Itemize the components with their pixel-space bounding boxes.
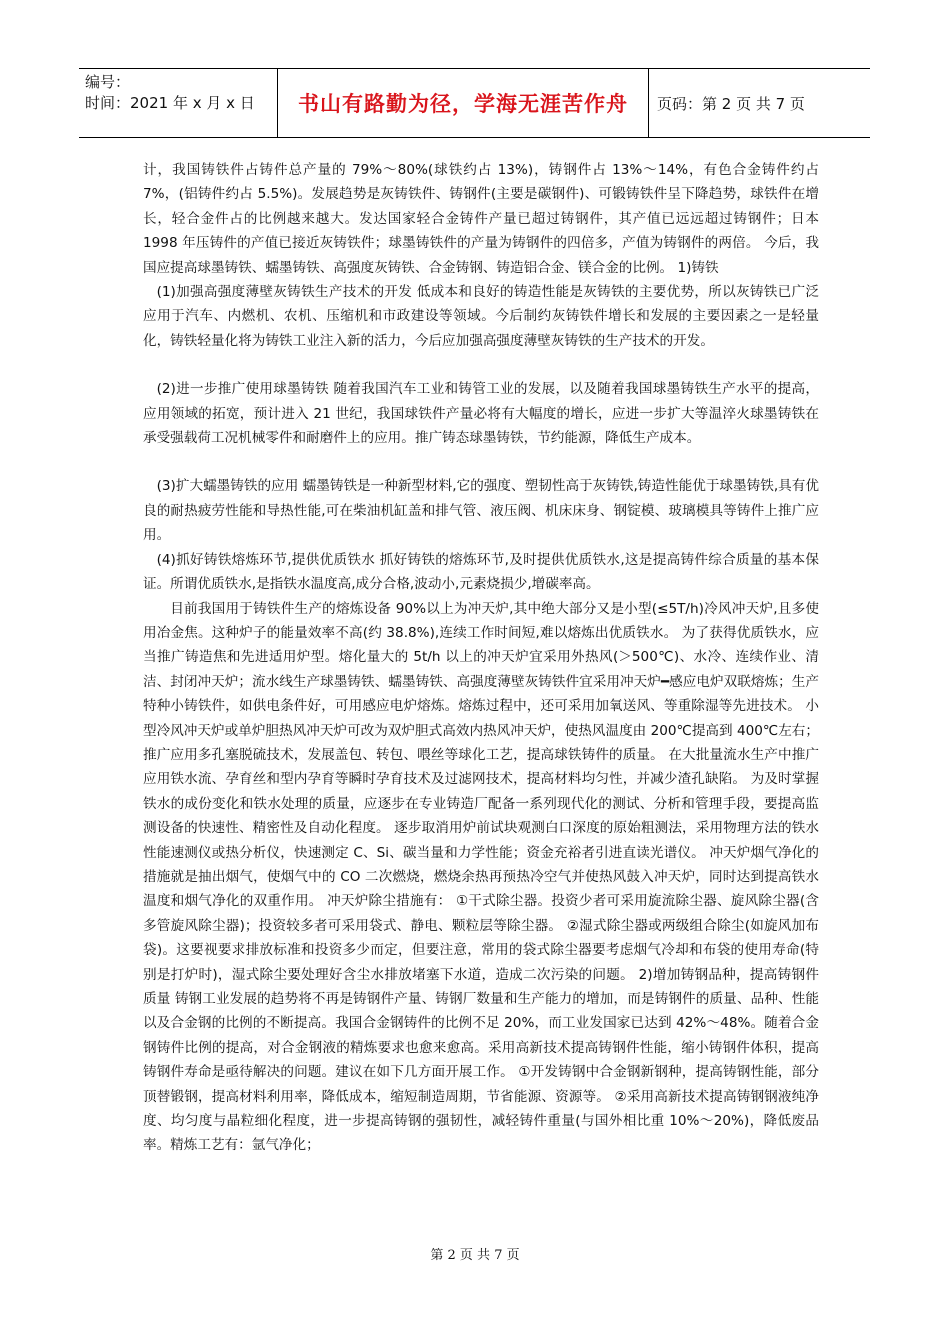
header-page-info: 页码：第 2 页 共 7 页 bbox=[657, 94, 805, 113]
page-footer: 第 2 页 共 7 页 bbox=[430, 1248, 520, 1263]
paragraph: (2)进一步推广使用球墨铸铁 随着我国汽车工业和铸管工业的发展，以及随着我国球墨铸铁生产水平的提高，应用领域的拓宽，预计进入 21 世纪，我国球铁件产量必将有大幅度的增长，应进一步扩大等温淬火球墨铸铁在承受强载荷工况机械零件和耐磨件上的应用。推广铸态球墨铸铁，节约能源，降低生产成本。 bbox=[143, 381, 819, 447]
document-body bbox=[143, 158, 819, 1158]
paragraph: 计，我国铸铁件占铸件总产量的 79%～80%(球铁约占 13%)，铸钢件占 13%～14%，有色合金铸件约占 7%，(铝铸件约占 5.5%)。发展趋势是灰铸铁件、铸钢件(主要是碳钢件)、可锻铸铁件呈下降趋势，球铁件在增长，轻合金件占的比例越来越大。发达国家轻合金铸件产量已超过铸钢件，其产值已远远超过铸钢件；日本 1998 年压铸件的产值已接近灰铸铁件；球墨铸铁件的产量为铸钢件的四倍多，产值为铸钢件的两倍。 今后，我国应提高球墨铸铁、蠕墨铸铁、高强度灰铸铁、合金铸钢、铸造铝合金、镁合金的比例。 1)铸铁 bbox=[143, 162, 819, 276]
document-number: 编号： bbox=[85, 73, 131, 91]
paragraph: (1)加强高强度薄壁灰铸铁生产技术的开发 低成本和良好的铸造性能是灰铸铁的主要优势，所以灰铸铁已广泛应用于汽车、内燃机、农机、压缩机和市政建设等领域。今后制约灰铸铁件增长和发展的主要因素之一是轻量化，铸铁轻量化将为铸铁工业注入新的活力，今后应加强高强度薄壁灰铸铁的生产技术的开发。 bbox=[143, 284, 819, 349]
paragraph: 目前我国用于铸铁件生产的熔炼设备 90%以上为冲天炉,其中绝大部分又是小型(≤5T/h)冷风冲天炉,且多使用冶金焦。这种炉子的能量效率不高(约 38.8%),连续工作时间短,难以熔炼出优质铁水。 为了获得优质铁水，应当推广铸造焦和先进适用炉型。熔化量大的 5t/h 以上的冲天炉宜采用外热风(＞500℃)、水冷、连续作业、清洁、封闭冲天炉；流水线生产球墨铸铁、蠕墨铸铁、高强度薄壁灰铸铁件宜采用冲天炉━感应电炉双联熔炼；生产特种小铸铁件，如供电条件好，可用感应电炉熔炼。熔炼过程中，还可采用加氧送风、等重除湿等先进技术。 小型冷风冲天炉或单炉胆热风冲天炉可改为双炉胆式高效内热风冲天炉，使热风温度由 200℃提高到 400℃左右；推广应用多孔塞脱硫技术，发展盖包、转包、喂丝等球化工艺，提高球铁铸件的质量。 在大批量流水生产中推广应用铁水流、孕育丝和型内孕育等瞬时孕育技术及过滤网技术，提高材料均匀性，并减少渣孔缺陷。 为及时掌握铁水的成份变化和铁水处理的质量，应逐步在专业铸造厂配备一系列现代化的测试、分析和管理手段，要提高监测设备的快速性、精密性及自动化程度。 逐步取消用炉前试块观测白口深度的原始粗测法，采用物理方法的铁水性能速测仪或热分析仪，快速测定 C、Si、碳当量和力学性能；资金充裕者引进直读光谱仪。 冲天炉烟气净化的措施就是抽出烟气，使烟气中的 CO 二次燃烧，燃烧余热再预热冷空气并使热风鼓入冲天炉，同时达到提高铁水温度和烟气净化的双重作用。 冲天炉除尘措施有： ①干式除尘器。投资少者可采用旋流除尘器、旋风除尘器(含多管旋风除尘器)；投资较多者可采用袋式、静电、颗粒层等除尘器。 ②湿式除尘器或两级组合除尘(如旋风加布袋)。这要视要求排放标准和投资多少而定，但要注意，常用的袋式除尘器要考虑烟气冷却和布袋的使用寿命(特别是打炉时)，湿式除尘要处理好含尘水排放堵塞下水道，造成二次污染的问题。 2)增加铸钢品种，提高铸钢件质量 铸钢工业发展的趋势将不再是铸钢件产量、铸钢厂数量和生产能力的增加，而是铸钢件的质量、品种、性能以及合金钢的比例的不断提高。我国合金钢铸件的比例不足 20%，而工业发国家已达到 42%～48%。随着合金钢铸件比例的提高，对合金钢液的精炼要求也愈来愈高。采用高新技术提高铸钢件性能，缩小铸钢件体积，提高铸钢件寿命是亟待解决的问题。建议在如下几方面开展工作。 ①开发铸钢中合金钢新钢种，提高铸钢性能，部分顶替锻钢，提高材料利用率，降低成本，缩短制造周期，节省能源、资源等。 ②采用高新技术提高铸钢钢液纯净度、均匀度与晶粒细化程度，进一步提高铸钢的强韧性，减轻铸件重量(与国外相比重 10%～20%)，降低废品率。精炼工艺有：氩气净化； bbox=[143, 600, 819, 1154]
header-meta bbox=[79, 69, 278, 137]
paragraph: (3)扩大蠕墨铸铁的应用 蠕墨铸铁是一种新型材料,它的强度、塑韧性高于灰铸铁,铸造性能优于球墨铸铁,具有优良的耐热疲劳性能和导热性能,可在柴油机缸盖和排气管、液压阀、机床床身、钢锭模、玻璃模具等铸件上推广应用。 bbox=[143, 478, 819, 544]
page-header bbox=[79, 68, 870, 138]
paragraph: (4)抓好铸铁熔炼环节,提供优质铁水 抓好铸铁的熔炼环节,及时提供优质铁水,这是提高铸件综合质量的基本保证。所谓优质铁水,是指铁水温度高,成分合格,波动小,元素烧损少,增碳率高。 bbox=[143, 551, 819, 593]
document-date: 时间：2021 年 x 月 x 日 bbox=[85, 94, 255, 112]
header-motto: 书山有路勤为径，学海无涯苦作舟 bbox=[278, 69, 649, 137]
